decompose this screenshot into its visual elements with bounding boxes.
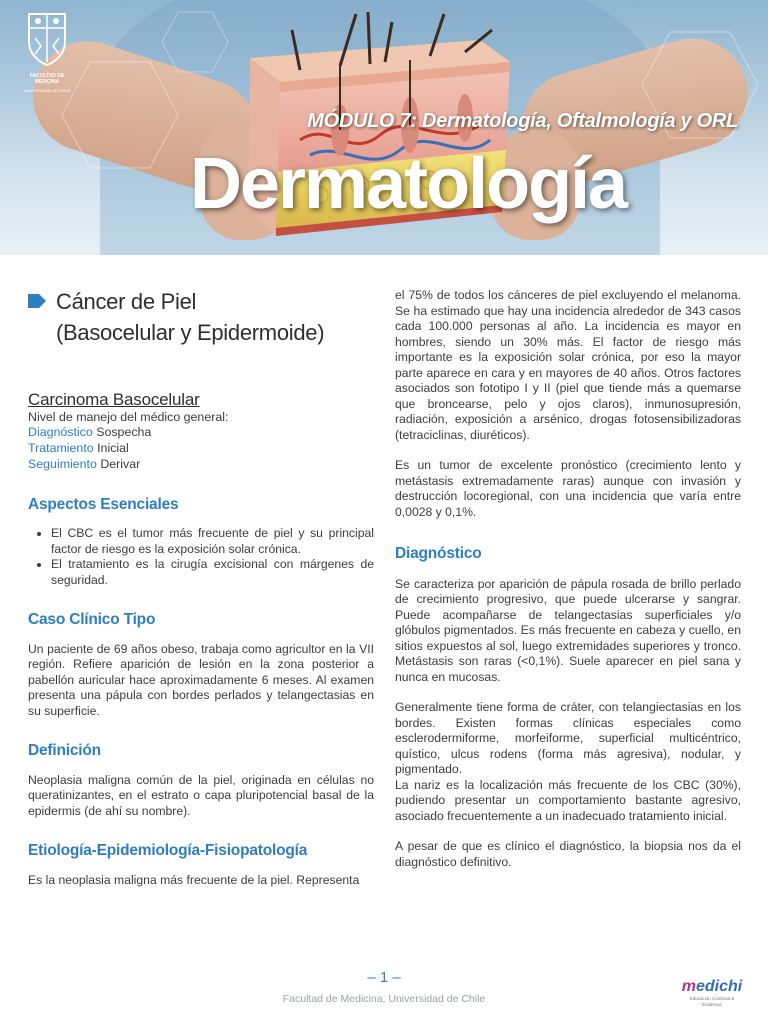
definicion-paragraph: Neoplasia maligna común de la piel, originada en células no queratinizantes, en el estrato o capa pluripotencial basal de la epidermis (de ahí su nombre). xyxy=(28,772,374,818)
prognosis-paragraph: Es un tumor de excelente pronóstico (crecimiento lento y metástasis extremadamente raras) aunque con invasión y destrucción locoregional, con una incidencia que varía entre 0,0028 y 0,1%. xyxy=(395,458,741,519)
header-banner xyxy=(0,0,768,255)
section-heading-aspectos: Aspectos Esenciales xyxy=(28,495,179,513)
left-column xyxy=(28,286,374,888)
section-heading-definicion: Definición xyxy=(28,742,101,760)
logo-caption: FACULTAD DE MEDICINA xyxy=(29,73,65,86)
medichi-wordmark-prefix: m xyxy=(681,978,696,995)
section-heading-etiologia: Etiología-Epidemiología-Fisiopatología xyxy=(28,842,308,860)
caso-paragraph: Un paciente de 69 años obeso, trabaja como agricultor en la VII región. Refiere aparición de lesión en la zona posterior a pabellón auricular hace aproximadamente 6 meses. Al examen presenta una pápula con bordes perlados y telangectasias en su superficie. xyxy=(28,641,374,718)
diagnostico-paragraph: Se caracteriza por aparición de pápula rosada de brillo perlado de crecimiento progresivo, que puede ulcerarse y sangrar. Puede acompañarse de telangectasias superficiales y/o glóbulos pigmentados. Es más frecuente en cabeza y cuello, en sitios expuestos al sol, luego extremidades superiores y tronco. Metástasis son raras (<0,1%). Suele aparecer en piel sana y nunca en mucosas. xyxy=(395,576,741,684)
right-column xyxy=(395,288,741,870)
medichi-wordmark xyxy=(680,978,744,996)
list-item: • El CBC es el tumor más frecuente de piel y su principal factor de riesgo es la exposición solar crónica. xyxy=(51,526,374,557)
topic-heading xyxy=(28,286,374,348)
management-level-value: Inicial xyxy=(97,441,129,456)
hexagon-decoration-small xyxy=(160,10,230,74)
management-level-row xyxy=(28,425,374,441)
management-level-key: Diagnóstico xyxy=(28,425,93,440)
management-level-key: Seguimiento xyxy=(28,456,97,471)
tag-arrow-icon xyxy=(28,294,46,308)
management-level-row xyxy=(28,441,374,457)
page-number: – 1 – xyxy=(367,969,401,986)
topic-title xyxy=(56,286,324,348)
faculty-logo xyxy=(18,12,76,93)
management-level-row xyxy=(28,457,374,473)
diagnostico-paragraph: A pesar de que es clínico el diagnóstico, la biopsia nos da el diagnóstico definitivo. xyxy=(395,839,741,869)
module-label: MÓDULO 7: Dermatología, Oftalmología y ORL xyxy=(307,110,738,132)
diagnostico-paragraph: Generalmente tiene forma de cráter, con telangiectasias en los bordes. Existen formas clínicas especiales como esclerodermiforme, morfeiforme, superficial multicéntrico, quístico, ulcus rodens (forma más agresiva), nodular, y pigmentado. xyxy=(395,700,741,776)
topic-title-line1: Cáncer de Piel xyxy=(56,289,197,314)
diagnostico-paragraph: La nariz es la localización más frecuente de los CBC (30%), pudiendo presentar un comportamiento bastante agresivo, asociado frecuentemente a un inadecuado tratamiento inicial. xyxy=(395,777,741,823)
logo-subcaption: UNIVERSIDAD DE CHILE xyxy=(23,87,71,93)
management-level-value: Sospecha xyxy=(96,425,152,440)
management-level-intro: Nivel de manejo del médico general: xyxy=(28,409,229,424)
management-level-value: Derivar xyxy=(100,456,141,471)
medichi-wordmark-rest: edichi xyxy=(696,978,743,995)
etiologia-paragraph: Es la neoplasia maligna más frecuente de la piel. Representa xyxy=(28,872,360,887)
medichi-tagline: Educación Continua & Evidencia xyxy=(689,996,735,1007)
aspectos-bullet-list xyxy=(28,526,374,588)
university-shield-icon xyxy=(25,12,69,66)
management-level-key: Tratamiento xyxy=(28,441,94,456)
hexagon-decoration-left xyxy=(60,60,180,170)
medichi-logo xyxy=(680,978,744,1008)
subtopic-title: Carcinoma Basocelular xyxy=(28,390,200,409)
epidemiology-paragraph: el 75% de todos los cánceres de piel excluyendo el melanoma. Se ha estimado que hay una incidencia alrededor de 343 casos cada 100.000 personas al año. La incidencia es mayor en hombres, siendo un 30% más. El factor de riesgo más importante es la exposición solar crónica, por eso la mayor parte aparece en cara y en mayores de 40 años. Otros factores asociados son fototipo I y II (piel que tiende más a quemarse que broncearse, pelo y ojos claros), inmunosupresión, radiación, exposición a arsénico, drogas fotosensibilizadoras (tetraciclinas, diuréticos). xyxy=(395,288,741,442)
section-heading-caso: Caso Clínico Tipo xyxy=(28,611,156,629)
section-heading-diagnostico: Diagnóstico xyxy=(395,545,482,562)
page-title: Dermatología xyxy=(190,144,627,224)
footer-institution: Facultad de Medicina, Universidad de Chile xyxy=(282,993,486,1005)
topic-title-line2: (Basocelular y Epidermoide) xyxy=(56,320,325,345)
list-item: • El tratamiento es la cirugía excisional con márgenes de seguridad. xyxy=(51,557,374,588)
